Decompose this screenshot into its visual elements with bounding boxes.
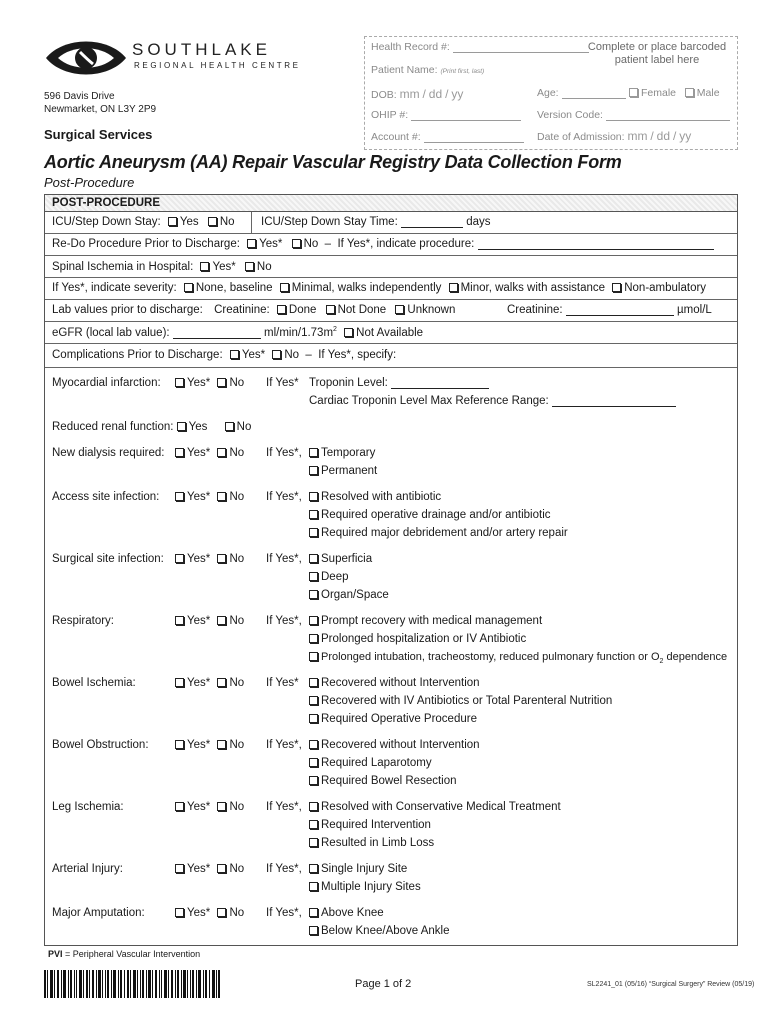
admission-label: Date of Admission: bbox=[537, 131, 625, 143]
address-line-2: Newmarket, ON L3Y 2P9 bbox=[44, 104, 157, 115]
account-label: Account #: bbox=[371, 131, 421, 143]
redo-procedure-input[interactable] bbox=[478, 240, 714, 250]
org-name: SOUTHLAKE bbox=[132, 40, 271, 59]
patient-name-hint: (Print first, last) bbox=[440, 68, 485, 75]
health-record-label: Health Record #: bbox=[371, 41, 450, 53]
sex-field[interactable] bbox=[629, 87, 720, 99]
post-procedure-section: POST-PROCEDURE ICU/Step Down Stay: Yes No ICU/Step Down Stay Time: days Re-Do Procedure Prior to Discharge: Yes* No – If Yes*, indicate procedure: Spinal Ischemia in Hospital: Yes* No If Yes*, indicate severity: None, baseline Minimal, walks independently Minor, walks with assistance Non-ambulatory Lab values prior to discharge: Creatinine: Done Not Done Unknown Creatinine: µmol/L eGFR (local lab value): $ml/\min/1.73m^2$ Not Available Complications Prior to Discharge: Yes* No – If Yes*, specify: Myocardial infarction: Yes* No If Yes* Troponin Level: Cardiac Troponin Level Max Reference Range: Reduced renal function: Yes No New dialysis required: Yes* No If Yes*, Temporary Permanent Access site infection: Yes* No If Yes*, Resolved with antibiotic Required operative drainage and/or antibiotic Required major debridement and/or artery repair Surgical site infection: Yes* No If Yes*, Superficia Deep Organ/Space Respiratory: Yes* No If Yes*, Prompt recovery with medical management Prolonged hospitalization or IV Antibiotic Prolonged intubation, tracheostomy, reduced pulmonary function or $O_2$ dependence Bowel Ischemia: Yes* No If Yes* Recovered without Intervention Recovered with IV Antibiotics or Total Parenteral Nutrition Required Operative Procedure Bowel Obstruction: Yes* No If Yes*, Recovered without Intervention Required Laparotomy Required Bowel Resection Leg Ischemia: Yes* No If Yes*, Resolved with Conservative Medical Treatment Required Intervention Resulted in Limb Loss Arterial Injury: Yes* No If Yes*, Single Injury Site Multiple Injury Sites Major Amputation: Yes* No If Yes*, Above Knee Below Knee/Above Ankle bbox=[44, 194, 738, 946]
resp-yes-checkbox[interactable] bbox=[175, 616, 184, 625]
bowel-isch-option-2-checkbox[interactable] bbox=[309, 696, 318, 705]
version-code-field[interactable] bbox=[537, 109, 730, 121]
amputation-no-checkbox[interactable] bbox=[217, 908, 226, 917]
access-option-3-checkbox[interactable] bbox=[309, 528, 318, 537]
icu-label: ICU/Step Down Stay: bbox=[52, 216, 161, 228]
ohip-label: OHIP #: bbox=[371, 109, 409, 121]
bowel-obs-option-3-checkbox[interactable] bbox=[309, 776, 318, 785]
barcode-graphic bbox=[44, 970, 220, 998]
ohip-field[interactable] bbox=[371, 109, 521, 121]
section-title: POST-PROCEDURE bbox=[45, 195, 737, 212]
access-no-checkbox[interactable] bbox=[217, 492, 226, 501]
dob-dd: dd bbox=[428, 87, 443, 101]
spinal-label: Spinal Ischemia in Hospital: bbox=[52, 261, 194, 273]
department: Surgical Services bbox=[44, 127, 153, 142]
leg-option-3-checkbox[interactable] bbox=[309, 838, 318, 847]
icu-row: ICU/Step Down Stay: Yes No ICU/Step Down Stay Time: days bbox=[45, 212, 737, 234]
pvi-footnote: PVI = Peripheral Vascular Intervention bbox=[48, 949, 201, 959]
dialysis-label: New dialysis required: bbox=[52, 447, 165, 459]
egfr-row: eGFR (local lab value): $ml/\min/1.73m^2$ Not Available bbox=[45, 322, 737, 344]
patient-name-label: Patient Name: bbox=[371, 64, 438, 76]
complications-yes-checkbox[interactable] bbox=[230, 350, 239, 359]
surgical-label: Surgical site infection: bbox=[52, 553, 164, 565]
male-checkbox[interactable] bbox=[685, 88, 694, 97]
bowel-isch-no-checkbox[interactable] bbox=[217, 678, 226, 687]
dob-yy: yy bbox=[451, 87, 464, 101]
icu-time-label: ICU/Step Down Stay Time: bbox=[261, 216, 398, 228]
dialysis-yes-checkbox[interactable] bbox=[175, 448, 184, 457]
icu-no-checkbox[interactable] bbox=[208, 217, 217, 226]
leg-ischemia-label: Leg Ischemia: bbox=[52, 801, 124, 813]
renal-no-checkbox[interactable] bbox=[225, 422, 234, 431]
egfr-label: eGFR (local lab value): bbox=[52, 326, 170, 339]
mi-no-checkbox[interactable] bbox=[217, 378, 226, 387]
spinal-no-checkbox[interactable] bbox=[245, 262, 254, 271]
bowel-obs-yes-checkbox[interactable] bbox=[175, 740, 184, 749]
health-record-field[interactable] bbox=[371, 41, 589, 53]
arterial-injury-label: Arterial Injury: bbox=[52, 863, 123, 875]
redo-label: Re-Do Procedure Prior to Discharge: bbox=[52, 238, 240, 250]
bowel-obs-option-2-checkbox[interactable] bbox=[309, 758, 318, 767]
lab-values-label: Lab values prior to discharge: bbox=[52, 304, 203, 316]
amputation-yes-checkbox[interactable] bbox=[175, 908, 184, 917]
patient-name-field[interactable] bbox=[371, 64, 484, 76]
surgical-yes-checkbox[interactable] bbox=[175, 554, 184, 563]
redo-row: Re-Do Procedure Prior to Discharge: Yes* No – If Yes*, indicate procedure: bbox=[45, 234, 737, 256]
address bbox=[44, 90, 156, 116]
dialysis-no-checkbox[interactable] bbox=[217, 448, 226, 457]
complications-row: Complications Prior to Discharge: Yes* No – If Yes*, specify: bbox=[45, 344, 737, 368]
form-title: Aortic Aneurysm (AA) Repair Vascular Registry Data Collection Form bbox=[44, 152, 622, 172]
icu-yes-checkbox[interactable] bbox=[168, 217, 177, 226]
admission-date-field[interactable]: Date of Admission: mm / dd / yy bbox=[537, 129, 692, 143]
bowel-isch-yes-checkbox[interactable] bbox=[175, 678, 184, 687]
severity-label: If Yes*, indicate severity: bbox=[52, 282, 177, 294]
female-label: Female bbox=[641, 87, 677, 99]
bowel-ischemia-label: Bowel Ischemia: bbox=[52, 677, 136, 689]
bowel-obs-no-checkbox[interactable] bbox=[217, 740, 226, 749]
surgical-option-3-checkbox[interactable] bbox=[309, 590, 318, 599]
amputation-option-1-checkbox[interactable] bbox=[309, 908, 318, 917]
bowel-obs-option-1-checkbox[interactable] bbox=[309, 740, 318, 749]
renal-label: Reduced renal function: bbox=[52, 421, 174, 433]
dob-label: DOB: bbox=[371, 89, 397, 101]
leg-option-1-checkbox[interactable] bbox=[309, 802, 318, 811]
version-code-label: Version Code: bbox=[537, 109, 603, 121]
leg-yes-checkbox[interactable] bbox=[175, 802, 184, 811]
troponin-label: Troponin Level: bbox=[309, 377, 388, 389]
surgical-option-2-checkbox[interactable] bbox=[309, 572, 318, 581]
bowel-isch-option-1-checkbox[interactable] bbox=[309, 678, 318, 687]
male-label: Male bbox=[696, 87, 720, 99]
access-option-2-checkbox[interactable] bbox=[309, 510, 318, 519]
dialysis-temporary-checkbox[interactable] bbox=[309, 448, 318, 457]
arterial-yes-checkbox[interactable] bbox=[175, 864, 184, 873]
dialysis-permanent-checkbox[interactable] bbox=[309, 466, 318, 475]
amputation-option-2-checkbox[interactable] bbox=[309, 926, 318, 935]
leg-no-checkbox[interactable] bbox=[217, 802, 226, 811]
sev-minimal-checkbox[interactable] bbox=[280, 283, 289, 292]
age-field[interactable] bbox=[537, 87, 626, 99]
surgical-no-checkbox[interactable] bbox=[217, 554, 226, 563]
egfr-input[interactable] bbox=[173, 329, 261, 339]
amputation-label: Major Amputation: bbox=[52, 907, 145, 919]
female-checkbox[interactable] bbox=[629, 88, 638, 97]
page-number: Page 1 of 2 bbox=[355, 978, 412, 990]
org-subtitle: REGIONAL HEALTH CENTRE bbox=[134, 61, 301, 70]
troponin-range-label: Cardiac Troponin Level Max Reference Range: bbox=[309, 395, 549, 407]
redo-yes-checkbox[interactable] bbox=[247, 239, 256, 248]
creatinine-value-input[interactable] bbox=[566, 306, 674, 316]
troponin-range-input[interactable] bbox=[552, 397, 676, 407]
sev-minor-checkbox[interactable] bbox=[449, 283, 458, 292]
access-label: Access site infection: bbox=[52, 491, 160, 503]
creatinine-not-done-checkbox[interactable] bbox=[326, 305, 335, 314]
dob-mm: mm bbox=[399, 87, 420, 101]
complications-label: Complications Prior to Discharge: bbox=[52, 349, 223, 361]
creatinine-done-checkbox[interactable] bbox=[277, 305, 286, 314]
spinal-yes-checkbox[interactable] bbox=[200, 262, 209, 271]
troponin-input[interactable] bbox=[391, 379, 489, 389]
surgical-option-1-checkbox[interactable] bbox=[309, 554, 318, 563]
renal-yes-checkbox[interactable] bbox=[177, 422, 186, 431]
resp-no-checkbox[interactable] bbox=[217, 616, 226, 625]
sev-non-ambulatory-checkbox[interactable] bbox=[612, 283, 621, 292]
account-field[interactable] bbox=[371, 131, 524, 143]
access-option-1-checkbox[interactable] bbox=[309, 492, 318, 501]
resp-option-3-checkbox[interactable] bbox=[309, 652, 318, 661]
bowel-obstruction-label: Bowel Obstruction: bbox=[52, 739, 149, 751]
patient-label-area[interactable] bbox=[364, 36, 738, 150]
resp-option-1-checkbox[interactable] bbox=[309, 616, 318, 625]
egfr-not-available-checkbox[interactable] bbox=[344, 328, 353, 337]
arterial-option-2-checkbox[interactable] bbox=[309, 882, 318, 891]
barcode-note: Complete or place barcoded patient label here bbox=[587, 41, 727, 66]
access-yes-checkbox[interactable] bbox=[175, 492, 184, 501]
resp-option-2-checkbox[interactable] bbox=[309, 634, 318, 643]
dob-field[interactable]: DOB: mm / dd / yy bbox=[371, 87, 464, 101]
leg-option-2-checkbox[interactable] bbox=[309, 820, 318, 829]
address-line-1: 596 Davis Drive bbox=[44, 91, 115, 102]
respiratory-label: Respiratory: bbox=[52, 615, 114, 627]
complications-no-checkbox[interactable] bbox=[272, 350, 281, 359]
arterial-no-checkbox[interactable] bbox=[217, 864, 226, 873]
arterial-option-1-checkbox[interactable] bbox=[309, 864, 318, 873]
icu-time-input[interactable] bbox=[401, 218, 463, 228]
redo-no-checkbox[interactable] bbox=[292, 239, 301, 248]
spinal-row: Spinal Ischemia in Hospital: Yes* No If Yes*, indicate severity: None, baseline Minimal, walks independently Minor, walks with assistance Non-ambulatory Lab values prior to discharge: Creatinine: Done Not Done Unknown Creatinine: µmol/L bbox=[45, 256, 737, 322]
form-subtitle: Post-Procedure bbox=[44, 175, 135, 190]
form-revision: SL2241_01 (05/16) “Surgical Surgery” Review (05/19) bbox=[587, 981, 755, 988]
age-label: Age: bbox=[537, 87, 559, 99]
sev-none-checkbox[interactable] bbox=[184, 283, 193, 292]
row-divider bbox=[251, 212, 252, 234]
mi-yes-checkbox[interactable] bbox=[175, 378, 184, 387]
bowel-isch-option-3-checkbox[interactable] bbox=[309, 714, 318, 723]
mi-label: Myocardial infarction: bbox=[52, 377, 161, 389]
creatinine-unknown-checkbox[interactable] bbox=[395, 305, 404, 314]
southlake-eye-logo bbox=[44, 34, 128, 80]
